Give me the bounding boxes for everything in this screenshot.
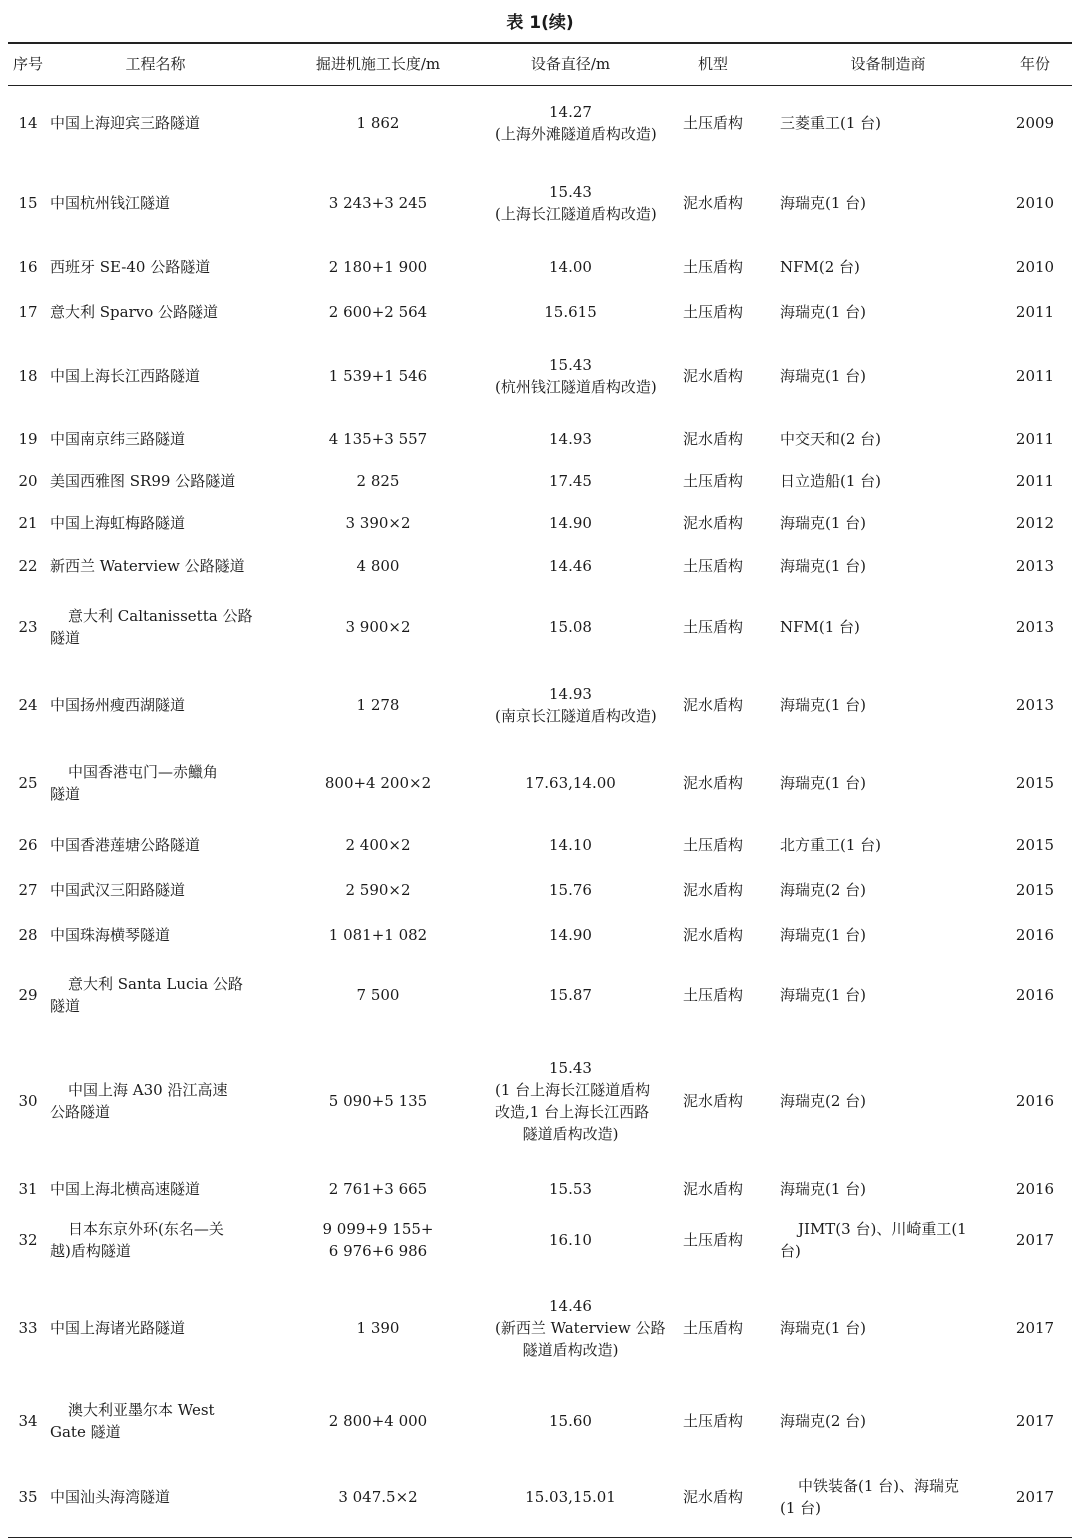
cell-diameter — [493, 289, 648, 335]
cell-length — [263, 957, 493, 1033]
cell-line: (上海外滩隧道盾构改造) — [495, 125, 657, 144]
table-row — [8, 545, 1072, 587]
cell-machine-type: 泥水盾构 — [682, 1092, 743, 1110]
cell-index: 22 — [18, 557, 38, 575]
cell-manufacturer — [778, 245, 998, 289]
cell-length — [263, 743, 493, 823]
cell-length — [263, 335, 493, 417]
cell-line: 中国扬州瘦西湖隧道 — [50, 696, 186, 714]
cell-manufacturer — [778, 1169, 998, 1209]
cell-diameter — [493, 245, 648, 289]
table-row — [8, 289, 1072, 335]
cell-machine-type: 土压盾构 — [682, 618, 743, 636]
cell-machine-type: 土压盾构 — [682, 303, 743, 321]
cell-diameter — [493, 913, 648, 957]
cell-machine-type: 泥水盾构 — [682, 926, 743, 944]
cell-year: 2013 — [1015, 618, 1055, 636]
cell-diameter — [493, 545, 648, 587]
cell-machine-type: 土压盾构 — [682, 1231, 743, 1249]
cell-machine-type: 土压盾构 — [682, 836, 743, 854]
cell-diameter — [493, 85, 657, 161]
cell-manufacturer — [778, 1033, 998, 1169]
cell-line: (南京长江隧道盾构改造) — [495, 707, 657, 725]
table-row — [8, 823, 1072, 867]
cell-line: 6 976+6 986 — [328, 1242, 428, 1260]
cell-line: 4 800 — [356, 557, 400, 575]
cell-line: 17.45 — [549, 472, 592, 490]
cell-line: 海瑞克(1 台) — [780, 774, 867, 792]
cell-length — [263, 823, 493, 867]
cell-year: 2010 — [1015, 258, 1055, 276]
cell-line: 海瑞克(1 台) — [780, 1319, 867, 1337]
table-row — [8, 245, 1072, 289]
cell-line: 15.76 — [549, 881, 592, 899]
cell-line: (新西兰 Waterview 公路 — [495, 1319, 666, 1337]
cell-manufacturer — [778, 867, 998, 913]
cell-line: 三菱重工(1 台) — [780, 114, 882, 133]
cell-machine-type: 土压盾构 — [682, 472, 743, 490]
cell-line: 中交天和(2 台) — [780, 430, 882, 448]
cell-diameter — [493, 1033, 651, 1169]
cell-project-name — [48, 867, 263, 913]
cell-diameter — [493, 335, 657, 417]
cell-manufacturer — [778, 1209, 998, 1271]
cell-line: NFM(2 台) — [780, 258, 860, 276]
cell-year: 2016 — [1015, 926, 1055, 944]
cell-line: 15.43 — [549, 183, 592, 201]
cell-line: 2 400×2 — [345, 836, 411, 854]
cell-line: NFM(1 台) — [780, 618, 860, 636]
cell-diameter — [493, 161, 657, 245]
cell-line: 1 081+1 082 — [328, 926, 428, 944]
cell-line: 新西兰 Waterview 公路隧道 — [50, 557, 245, 575]
cell-line: (杭州钱江隧道盾构改造) — [495, 378, 657, 396]
cell-manufacturer — [778, 335, 998, 417]
cell-diameter — [493, 1271, 666, 1385]
cell-line: 意大利 Santa Lucia 公路 — [68, 975, 243, 993]
cell-length — [263, 417, 493, 461]
cell-line: 中国上海迎宾三路隧道 — [50, 114, 201, 133]
cell-year: 2011 — [1015, 472, 1055, 490]
cell-index: 34 — [18, 1412, 38, 1430]
cell-line: 3 900×2 — [345, 618, 411, 636]
cell-line: 日本东京外环(东名—关 — [68, 1220, 224, 1238]
cell-manufacturer — [778, 289, 998, 335]
cell-diameter — [493, 1385, 648, 1457]
cell-line: 14.46 — [549, 557, 592, 575]
header-length: 掘进机施工长度/m — [263, 43, 493, 85]
cell-line: 1 862 — [356, 114, 400, 133]
header-machine-type: 机型 — [648, 43, 778, 85]
cell-line: 中国香港屯门—赤鱲角 — [68, 763, 219, 781]
cell-line: 2 800+4 000 — [328, 1412, 428, 1430]
cell-line: 隧道盾构改造) — [522, 1341, 619, 1359]
cell-length — [263, 1271, 493, 1385]
cell-machine-type: 土压盾构 — [682, 114, 743, 133]
cell-line: 15.60 — [549, 1412, 592, 1430]
cell-machine-type: 泥水盾构 — [682, 774, 743, 792]
cell-line: 中国上海虹梅路隧道 — [50, 514, 186, 532]
table-row — [8, 587, 1072, 667]
table-row — [8, 161, 1072, 245]
cell-line: 中国香港莲塘公路隧道 — [50, 836, 201, 854]
cell-project-name — [48, 245, 263, 289]
cell-project-name — [48, 161, 263, 245]
cell-project-name — [48, 501, 263, 545]
header-row — [8, 43, 1072, 85]
cell-machine-type: 泥水盾构 — [682, 514, 743, 532]
cell-manufacturer — [778, 587, 998, 667]
cell-index: 24 — [18, 696, 38, 714]
cell-line: 中国武汉三阳路隧道 — [50, 881, 186, 899]
cell-year: 2009 — [1015, 114, 1055, 133]
cell-diameter — [493, 867, 648, 913]
cell-line: 14.93 — [549, 685, 592, 703]
cell-line: 15.03,15.01 — [525, 1487, 616, 1506]
table-row — [8, 743, 1072, 823]
cell-diameter — [493, 1169, 648, 1209]
cell-line: 3 243+3 245 — [328, 194, 428, 212]
header-manufacturer: 设备制造商 — [778, 43, 998, 85]
cell-line: 日立造船(1 台) — [780, 472, 882, 490]
header-year: 年份 — [998, 43, 1072, 85]
cell-line: 14.10 — [549, 836, 592, 854]
cell-line: 中国上海诸光路隧道 — [50, 1319, 186, 1337]
cell-line: 2 600+2 564 — [328, 303, 428, 321]
cell-manufacturer — [778, 161, 998, 245]
cell-line: 17.63,14.00 — [525, 774, 616, 792]
cell-machine-type: 土压盾构 — [682, 258, 743, 276]
cell-manufacturer — [778, 501, 998, 545]
cell-project-name — [48, 743, 263, 823]
cell-line: 中国上海 A30 沿江高速 — [68, 1081, 228, 1099]
cell-diameter — [493, 823, 648, 867]
cell-year: 2017 — [1015, 1319, 1055, 1337]
table-row — [8, 867, 1072, 913]
cell-index: 20 — [18, 472, 38, 490]
cell-index: 16 — [18, 258, 38, 276]
table-caption: 表 1(续) — [506, 13, 574, 33]
cell-length — [263, 913, 493, 957]
cell-project-name — [48, 545, 263, 587]
cell-project-name — [48, 1169, 263, 1209]
table-row — [8, 667, 1072, 743]
cell-line: 1 390 — [356, 1319, 400, 1337]
cell-line: 14.93 — [549, 430, 592, 448]
cell-project-name — [48, 667, 263, 743]
cell-line: 澳大利亚墨尔本 West — [68, 1401, 215, 1419]
cell-year: 2010 — [1015, 194, 1055, 212]
cell-index: 23 — [18, 618, 38, 636]
cell-line: 意大利 Sparvo 公路隧道 — [50, 303, 219, 321]
cell-project-name — [48, 823, 263, 867]
cell-year: 2015 — [1015, 774, 1055, 792]
cell-diameter — [493, 1209, 648, 1271]
cell-machine-type: 泥水盾构 — [682, 881, 743, 899]
cell-diameter — [493, 957, 648, 1033]
cell-line: 海瑞克(1 台) — [780, 194, 867, 212]
table-row — [8, 1271, 1072, 1385]
cell-machine-type: 土压盾构 — [682, 1412, 743, 1430]
table-row — [8, 1169, 1072, 1209]
cell-diameter — [493, 417, 648, 461]
cell-line: (1 台) — [780, 1498, 822, 1517]
cell-line: 海瑞克(2 台) — [780, 1412, 867, 1430]
cell-line: 5 090+5 135 — [328, 1092, 428, 1110]
cell-manufacturer — [778, 913, 998, 957]
table-row — [8, 1209, 1072, 1271]
cell-line: 中国上海北横高速隧道 — [50, 1180, 201, 1198]
table-row — [8, 913, 1072, 957]
cell-project-name — [48, 335, 263, 417]
cell-line: 隧道 — [50, 785, 81, 803]
cell-manufacturer — [778, 545, 998, 587]
cell-line: 2 590×2 — [345, 881, 411, 899]
cell-index: 19 — [18, 430, 38, 448]
cell-line: 15.615 — [544, 303, 597, 321]
cell-line: 西班牙 SE-40 公路隧道 — [50, 258, 211, 276]
cell-line: Gate 隧道 — [50, 1423, 121, 1441]
cell-line: JIMT(3 台)、川崎重工(1 — [798, 1220, 967, 1238]
cell-line: 4 135+3 557 — [328, 430, 428, 448]
cell-line: 海瑞克(2 台) — [780, 881, 867, 899]
table-body — [8, 85, 1072, 1537]
cell-year: 2015 — [1015, 881, 1055, 899]
header-project-name: 工程名称 — [48, 43, 263, 85]
cell-line: 1 278 — [356, 696, 400, 714]
cell-line: 隧道盾构改造) — [522, 1125, 619, 1143]
cell-year: 2016 — [1015, 1180, 1055, 1198]
cell-line: 中国上海长江西路隧道 — [50, 367, 201, 385]
cell-project-name — [48, 587, 263, 667]
cell-length — [263, 1169, 493, 1209]
cell-manufacturer — [778, 823, 998, 867]
cell-project-name — [48, 1209, 263, 1271]
cell-line: 台) — [780, 1242, 801, 1260]
cell-length — [263, 667, 493, 743]
cell-line: 14.90 — [549, 926, 592, 944]
cell-year: 2015 — [1015, 836, 1055, 854]
cell-index: 35 — [8, 1457, 48, 1537]
cell-year: 2011 — [1015, 367, 1055, 385]
cell-line: 3 390×2 — [345, 514, 411, 532]
cell-length — [263, 1209, 493, 1271]
cell-project-name — [48, 289, 263, 335]
cell-project-name — [48, 957, 263, 1033]
cell-diameter — [493, 667, 657, 743]
cell-index: 31 — [18, 1180, 38, 1198]
cell-line: 海瑞克(1 台) — [780, 926, 867, 944]
cell-diameter — [493, 743, 648, 823]
cell-line: 1 539+1 546 — [328, 367, 428, 385]
cell-line: 15.08 — [549, 618, 592, 636]
cell-length — [263, 545, 493, 587]
cell-index: 25 — [18, 774, 38, 792]
cell-line: 美国西雅图 SR99 公路隧道 — [50, 472, 236, 490]
table-row — [8, 417, 1072, 461]
cell-project-name — [48, 1385, 263, 1457]
cell-line: 中国珠海横琴隧道 — [50, 926, 171, 944]
cell-machine-type: 泥水盾构 — [648, 1457, 778, 1537]
cell-manufacturer — [778, 1457, 998, 1537]
cell-index: 17 — [18, 303, 38, 321]
cell-project-name — [48, 417, 263, 461]
cell-length — [263, 587, 493, 667]
cell-manufacturer — [778, 667, 998, 743]
cell-index: 18 — [18, 367, 38, 385]
cell-year: 2016 — [1015, 986, 1055, 1004]
cell-machine-type: 泥水盾构 — [682, 367, 743, 385]
cell-line: 隧道 — [50, 629, 81, 647]
cell-machine-type: 土压盾构 — [682, 557, 743, 575]
cell-line: 14.00 — [549, 258, 592, 276]
table-row — [8, 1033, 1072, 1169]
cell-diameter — [493, 501, 648, 545]
cell-line: 公路隧道 — [50, 1103, 111, 1121]
cell-line: (上海长江隧道盾构改造) — [495, 205, 657, 223]
cell-line: 14.90 — [549, 514, 592, 532]
cell-year: 2013 — [1015, 696, 1055, 714]
cell-project-name — [48, 1033, 263, 1169]
cell-manufacturer — [778, 1385, 998, 1457]
cell-line: 2 825 — [356, 472, 400, 490]
cell-line: 意大利 Caltanissetta 公路 — [68, 607, 253, 625]
cell-length — [263, 501, 493, 545]
cell-length — [263, 867, 493, 913]
cell-line: 中铁装备(1 台)、海瑞克 — [798, 1476, 960, 1495]
cell-line: 北方重工(1 台) — [780, 836, 882, 854]
cell-year: 2017 — [1015, 1412, 1055, 1430]
cell-line: 14.27 — [549, 103, 592, 122]
cell-line: 海瑞克(1 台) — [780, 557, 867, 575]
cell-length — [263, 85, 493, 161]
cell-machine-type: 土压盾构 — [682, 986, 743, 1004]
cell-line: 9 099+9 155+ — [322, 1220, 434, 1238]
cell-line: (1 台上海长江隧道盾构 — [495, 1081, 651, 1099]
cell-line: 15.53 — [549, 1180, 592, 1198]
cell-line: 16.10 — [549, 1231, 592, 1249]
cell-line: 改造,1 台上海长江西路 — [495, 1103, 650, 1121]
cell-index: 29 — [18, 986, 38, 1004]
cell-manufacturer — [778, 417, 998, 461]
cell-machine-type: 泥水盾构 — [682, 194, 743, 212]
cell-line: 中国汕头海湾隧道 — [50, 1487, 171, 1506]
cell-index: 15 — [18, 194, 38, 212]
cell-line: 2 761+3 665 — [328, 1180, 428, 1198]
cell-project-name — [48, 85, 263, 161]
cell-line: 海瑞克(2 台) — [780, 1092, 867, 1110]
cell-line: 15.43 — [549, 1059, 592, 1077]
cell-index: 32 — [18, 1231, 38, 1249]
cell-length — [263, 245, 493, 289]
cell-manufacturer — [778, 957, 998, 1033]
table-row — [8, 85, 1072, 161]
table-row — [8, 957, 1072, 1033]
cell-year: 2016 — [1015, 1092, 1055, 1110]
cell-index: 30 — [18, 1092, 38, 1110]
cell-project-name — [48, 1457, 263, 1537]
cell-diameter — [493, 587, 648, 667]
cell-line: 7 500 — [356, 986, 400, 1004]
cell-length — [263, 1033, 493, 1169]
table-row — [8, 335, 1072, 417]
table-row — [8, 501, 1072, 545]
cell-manufacturer — [778, 743, 998, 823]
cell-index: 33 — [18, 1319, 38, 1337]
cell-length — [263, 461, 493, 501]
cell-line: 海瑞克(1 台) — [780, 514, 867, 532]
cell-index: 26 — [18, 836, 38, 854]
cell-line: 15.43 — [549, 356, 592, 374]
cell-year: 2017 — [998, 1457, 1072, 1537]
cell-machine-type: 泥水盾构 — [682, 1180, 743, 1198]
cell-year: 2017 — [1015, 1231, 1055, 1249]
cell-length — [263, 289, 493, 335]
cell-line: 3 047.5×2 — [338, 1487, 418, 1506]
cell-project-name — [48, 913, 263, 957]
cell-index: 27 — [18, 881, 38, 899]
cell-line: 中国南京纬三路隧道 — [50, 430, 186, 448]
cell-manufacturer — [778, 461, 998, 501]
tunnel-table — [8, 42, 1072, 1538]
cell-diameter — [493, 1457, 648, 1537]
cell-index: 21 — [18, 514, 38, 532]
cell-year: 2011 — [1015, 303, 1055, 321]
cell-line: 越)盾构隧道 — [50, 1242, 131, 1260]
cell-length — [263, 1385, 493, 1457]
cell-line: 中国杭州钱江隧道 — [50, 194, 171, 212]
cell-machine-type: 土压盾构 — [682, 1319, 743, 1337]
cell-line: 800+4 200×2 — [324, 774, 432, 792]
cell-year: 2012 — [1015, 514, 1055, 532]
cell-line: 2 180+1 900 — [328, 258, 428, 276]
table-row — [8, 1385, 1072, 1457]
cell-line: 海瑞克(1 台) — [780, 367, 867, 385]
cell-line: 15.87 — [549, 986, 592, 1004]
cell-manufacturer — [778, 85, 998, 161]
cell-line: 海瑞克(1 台) — [780, 1180, 867, 1198]
cell-length — [263, 1457, 493, 1537]
header-diameter: 设备直径/m — [493, 43, 648, 85]
cell-machine-type: 泥水盾构 — [682, 696, 743, 714]
cell-line: 14.46 — [549, 1297, 592, 1315]
table-row — [8, 1457, 1072, 1537]
cell-index: 14 — [18, 114, 38, 133]
cell-line: 隧道 — [50, 997, 81, 1015]
cell-machine-type: 泥水盾构 — [682, 430, 743, 448]
cell-index: 28 — [18, 926, 38, 944]
cell-year: 2013 — [1015, 557, 1055, 575]
table-row — [8, 461, 1072, 501]
cell-year: 2011 — [1015, 430, 1055, 448]
cell-line: 海瑞克(1 台) — [780, 303, 867, 321]
cell-project-name — [48, 1271, 263, 1385]
cell-line: 海瑞克(1 台) — [780, 696, 867, 714]
cell-project-name — [48, 461, 263, 501]
header-index: 序号 — [8, 43, 48, 85]
cell-diameter — [493, 461, 648, 501]
cell-manufacturer — [778, 1271, 998, 1385]
cell-line: 海瑞克(1 台) — [780, 986, 867, 1004]
cell-length — [263, 161, 493, 245]
